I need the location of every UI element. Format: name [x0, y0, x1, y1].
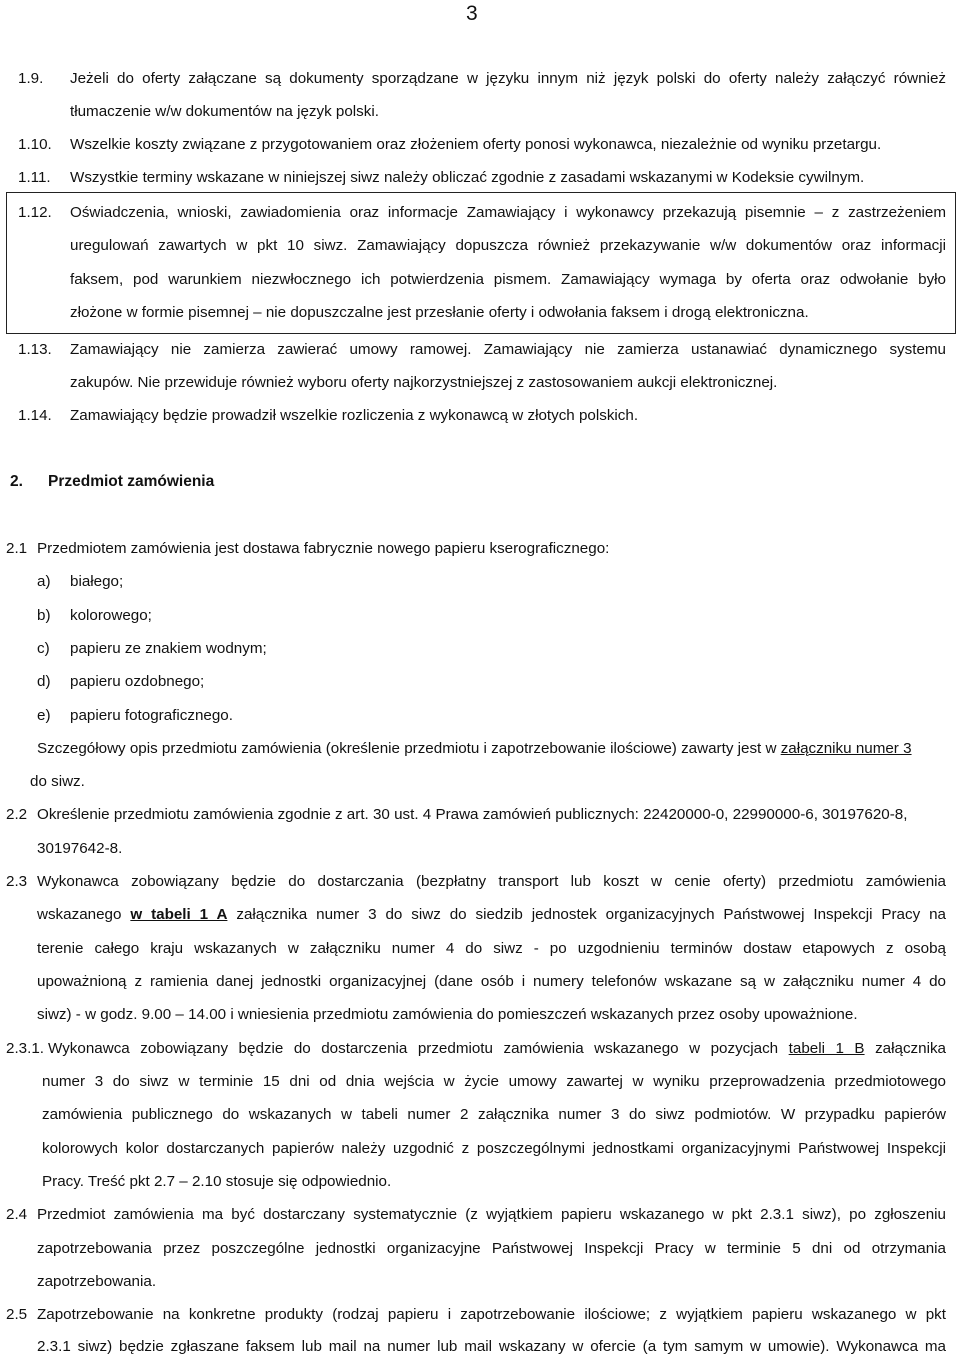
table-reference-link[interactable]: w tabeli 1 A [130, 906, 228, 923]
list-letter: b) [37, 607, 51, 624]
section-number: 2.3 [6, 873, 28, 890]
section-number: 1.12. [18, 204, 52, 221]
section-text-line: Oświadczenia, wnioski, zawiadomienia oraz informacje Zamawiający i wykonawcy przekazują pisemnie – z zastrzeżeniem [70, 204, 946, 221]
section-number: 1.11. [18, 169, 51, 186]
section-number: 2.2 [6, 806, 28, 823]
list-item: papieru ze znakiem wodnym; [70, 640, 267, 657]
section-number: 1.13. [18, 341, 52, 358]
list-letter: d) [37, 673, 51, 690]
text-span: załącznika [875, 1040, 946, 1057]
section-number: 1.9. [18, 70, 44, 87]
heading-title: Przedmiot zamówienia [48, 473, 215, 490]
section-text-line: faksem, pod warunkiem niezwłocznego ich potwierdzenia pismem. Zamawiający wymaga by oferta oraz odwołanie było [70, 271, 946, 288]
section-heading [10, 473, 214, 491]
section-number: 2.4 [6, 1206, 28, 1223]
section-text-line: Określenie przedmiotu zamówienia zgodnie z art. 30 ust. 4 Prawa zamówień publicznych: 22420000-0, 22990000-6, 30197620-8, [37, 806, 908, 823]
list-item: papieru ozdobnego; [70, 673, 205, 690]
section-number: 2.1 [6, 540, 28, 557]
list-letter: a) [37, 573, 51, 590]
section-text-line: 30197642-8. [37, 840, 123, 857]
text-span: Wykonawca zobowiązany będzie do dostarczenia przedmiotu zamówienia wskazanego w pozycjach [48, 1040, 779, 1057]
section-text-line: zamówienia publicznego do wskazanych w tabeli numer 2 załącznika numer 3 do siwz podmiotów. W przypadku papierów [42, 1106, 946, 1123]
detail-text: Szczegółowy opis przedmiotu zamówienia (określenie przedmiotu i zapotrzebowanie ilościowe) zawarty jest w [37, 740, 777, 757]
section-number: 1.14. [18, 407, 52, 424]
text-span: załącznika numer 3 do siwz do siedzib jednostek organizacyjnych Państwowej Inspekcji Pracy na [236, 906, 946, 923]
section-text-line: kolorowych kolor dostarczanych papierów należy uzgodnić z poszczególnymi jednostkami organizacyjnymi Państwowej Inspekcji [42, 1140, 946, 1157]
section-text-line: Przedmiotem zamówienia jest dostawa fabrycznie nowego papieru kserograficznego: [37, 540, 610, 557]
attachment-link[interactable]: załączniku numer 3 [780, 740, 912, 757]
list-letter: c) [37, 640, 50, 657]
section-number: 2.5 [6, 1306, 28, 1323]
section-text-line: do siwz. [30, 773, 85, 790]
section-text-line: zapotrzebowania. [37, 1273, 157, 1290]
section-text-line: Wykonawca zobowiązany będzie do dostarczania (bezpłatny transport lub koszt w cenie oferty) przedmiotu zamówienia [37, 873, 946, 890]
section-text-line: terenie całego kraju wskazanych w załączniku numer 4 do siwz - po uzgodnieniu terminów dostaw etapowych z osobą [37, 940, 946, 957]
section-text-line: numer 3 do siwz w terminie 15 dni od dnia wejścia w życie umowy zawartej w wyniku przeprowadzenia przedmiotowego [42, 1073, 946, 1090]
section-text-line: złożone w formie pisemnej – nie dopuszczalne jest przesłanie oferty i odwołania faksem i drogą elektroniczna. [70, 304, 809, 321]
section-number: 1.10. [18, 136, 52, 153]
section-text-line [37, 740, 912, 758]
section-text-line: zakupów. Nie przewiduje również wyboru oferty najkorzystniejszej z zastosowaniem aukcji elektronicznej. [70, 374, 778, 391]
section-text-line: siwz) - w godz. 9.00 – 14.00 i wniesienia przedmiotu zamówienia do pomieszczeń wskazanych przez osoby upoważnione. [37, 1006, 858, 1023]
section-text-line: tłumaczenie w/w dokumentów na język polski. [70, 103, 379, 120]
section-text-line: Zamawiający nie zamierza zawierać umowy ramowej. Zamawiający nie zamierza ustanawiać dynamicznego systemu [70, 341, 946, 358]
section-text-line: Zamawiający będzie prowadził wszelkie rozliczenia z wykonawcą w złotych polskich. [70, 407, 639, 424]
list-item: papieru fotograficznego. [70, 707, 233, 724]
section-text-line: Przedmiot zamówienia ma być dostarczany systematycznie (z wyjątkiem papieru wskazanego w pkt 2.3.1 siwz), po zgłoszeniu [37, 1206, 946, 1223]
section-text-line: Jeżeli do oferty załączane są dokumenty sporządzane w języku innym niż język polski do oferty należy załączyć również [70, 70, 946, 87]
list-item: białego; [70, 573, 124, 590]
table-reference-link[interactable]: tabeli 1 B [788, 1040, 865, 1057]
section-text-line: Wszystkie terminy wskazane w niniejszej siwz należy obliczać zgodnie z zasadami wskazanymi w Kodeksie cywilnym. [70, 169, 865, 186]
section-text-line [37, 906, 946, 924]
section-text-line [48, 1040, 946, 1058]
section-text-line: Wszelkie koszty związane z przygotowaniem oraz złożeniem oferty ponosi wykonawca, niezależnie od wyniku przetargu. [70, 136, 882, 153]
section-text-line: 2.3.1 siwz) będzie zgłaszane faksem lub mail na numer lub mail wskazany w ofercie (a tym samym w umowie). Wykonawca ma [37, 1338, 946, 1355]
heading-number: 2. [10, 473, 23, 490]
section-text-line: Pracy. Treść pkt 2.7 – 2.10 stosuje się odpowiednio. [42, 1173, 392, 1190]
section-number: 2.3.1. [6, 1040, 44, 1057]
section-text-line: Zapotrzebowanie na konkretne produkty (rodzaj papieru i zapotrzebowanie ilościowe; z wyjątkiem papieru wskazanego w pkt [37, 1306, 946, 1323]
section-text-line: zapotrzebowania przez poszczególne jednostki organizacyjne Państwowej Inspekcji Pracy w terminie 5 dni od otrzymania [37, 1240, 946, 1257]
text-span: wskazanego [37, 906, 122, 923]
list-item: kolorowego; [70, 607, 152, 624]
page-number: 3 [466, 2, 478, 25]
section-text-line: upoważnioną z ramienia danej jednostki organizacyjnej (dane osób i numery telefonów wskazane są w załączniku numer 4 do [37, 973, 946, 990]
section-text-line: uregulowań zawartych w pkt 10 siwz. Zamawiający dopuszcza również przekazywanie w/w dokumentów oraz informacji [70, 237, 946, 254]
list-letter: e) [37, 707, 51, 724]
